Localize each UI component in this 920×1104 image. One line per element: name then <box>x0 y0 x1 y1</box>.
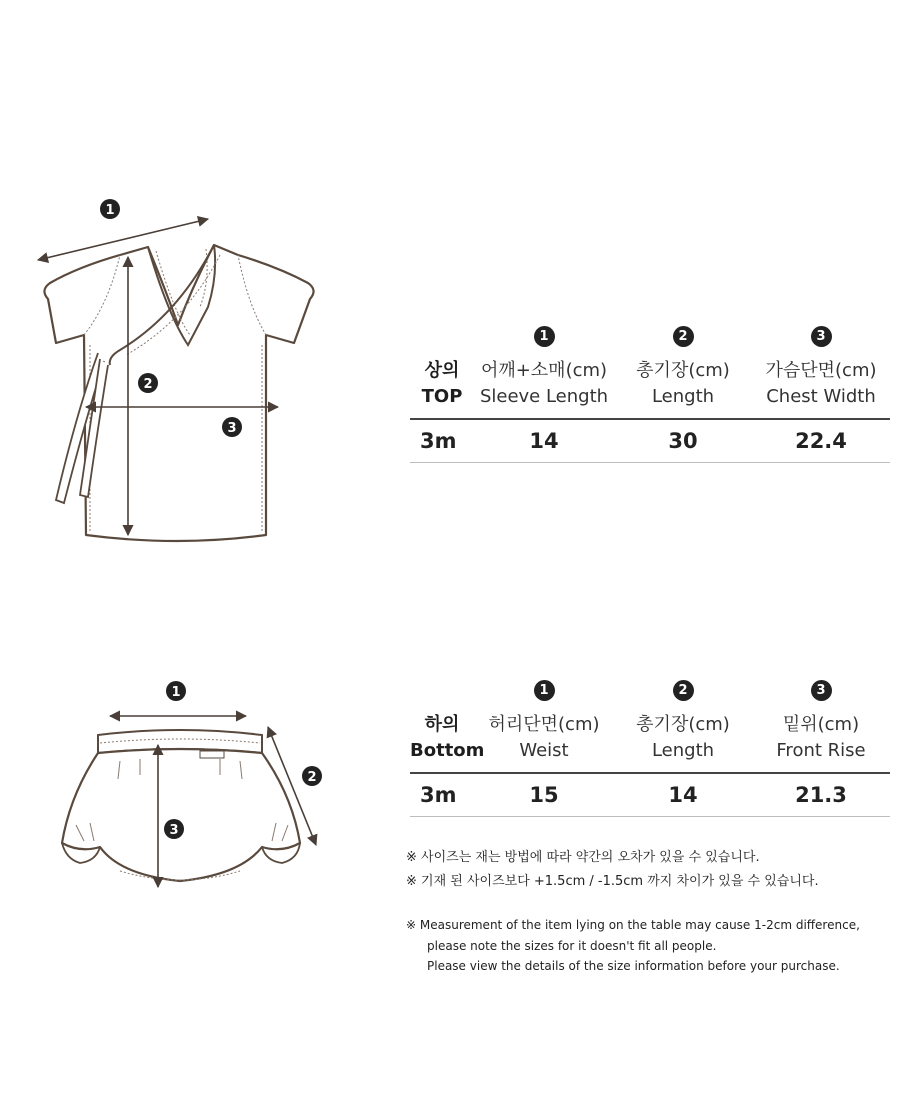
bottom-header-row <box>410 712 890 764</box>
bottom-badge-row <box>410 676 890 704</box>
top-sleeve-value: 14 <box>529 429 559 453</box>
svg-text:1: 1 <box>105 203 115 218</box>
bottom-size-table <box>410 676 890 817</box>
bottom-label-ko: 하의 <box>424 714 460 735</box>
bottom-badge-2: 2 <box>673 680 694 701</box>
top-col2-ko: 총기장(cm) <box>636 360 730 381</box>
top-header-row <box>410 358 890 410</box>
top-badge-3: 3 <box>811 326 832 347</box>
top-label-en: TOP <box>421 386 463 407</box>
bottom-badge-3: 3 <box>811 680 832 701</box>
svg-text:3: 3 <box>169 823 179 838</box>
bottom-size-cell: 3m <box>420 783 457 807</box>
note-ko-1: ※ 사이즈는 재는 방법에 따라 약간의 오차가 있을 수 있습니다. <box>406 850 760 865</box>
table-row <box>410 420 890 462</box>
bottom-garment-illustration <box>40 675 340 920</box>
svg-text:3: 3 <box>227 421 237 436</box>
bottom-col1-en: Weist <box>519 740 569 761</box>
svg-text:1: 1 <box>171 685 181 700</box>
bottom-col3-en: Front Rise <box>776 740 866 761</box>
note-en-1: ※ Measurement of the item lying on the table may cause 1-2cm difference, <box>406 918 860 932</box>
top-size-table <box>410 322 890 463</box>
note-en-3: Please view the details of the size information before your purchase. <box>427 959 840 973</box>
top-length-value: 30 <box>668 429 698 453</box>
top-col3-ko: 가슴단면(cm) <box>765 360 877 381</box>
top-col2-en: Length <box>651 386 715 407</box>
bottom-row-divider <box>410 816 890 817</box>
bottom-col2-en: Length <box>651 740 715 761</box>
note-ko-2: ※ 기재 된 사이즈보다 +1.5cm / -1.5cm 까지 차이가 있을 수 있습니다. <box>406 874 819 889</box>
svg-text:2: 2 <box>307 770 317 785</box>
bottom-rise-value: 21.3 <box>795 783 847 807</box>
bottom-col2-ko: 총기장(cm) <box>636 714 730 735</box>
bottom-label-en: Bottom <box>410 740 485 761</box>
svg-text:2: 2 <box>143 377 153 392</box>
table-row <box>410 774 890 816</box>
top-col1-ko: 어깨+소매(cm) <box>480 360 608 381</box>
top-badge-1: 1 <box>534 326 555 347</box>
size-notes-en <box>406 915 920 977</box>
bottom-col3-ko: 밑위(cm) <box>782 714 860 735</box>
bottom-badge-1: 1 <box>534 680 555 701</box>
bottom-length-value: 14 <box>668 783 698 807</box>
top-garment-illustration <box>28 195 338 555</box>
top-badge-row <box>410 322 890 350</box>
top-label-ko: 상의 <box>424 360 460 381</box>
top-col1-en: Sleeve Length <box>479 386 609 407</box>
note-en-2: please note the sizes for it doesn't fit all people. <box>427 938 717 953</box>
top-badge-2: 2 <box>673 326 694 347</box>
bottom-waist-value: 15 <box>529 783 559 807</box>
top-col3-en: Chest Width <box>766 386 876 407</box>
size-notes-ko <box>406 846 920 894</box>
top-row-divider <box>410 462 890 463</box>
top-size-cell: 3m <box>420 429 457 453</box>
bottom-col1-ko: 허리단면(cm) <box>488 714 600 735</box>
top-chest-value: 22.4 <box>795 429 847 453</box>
